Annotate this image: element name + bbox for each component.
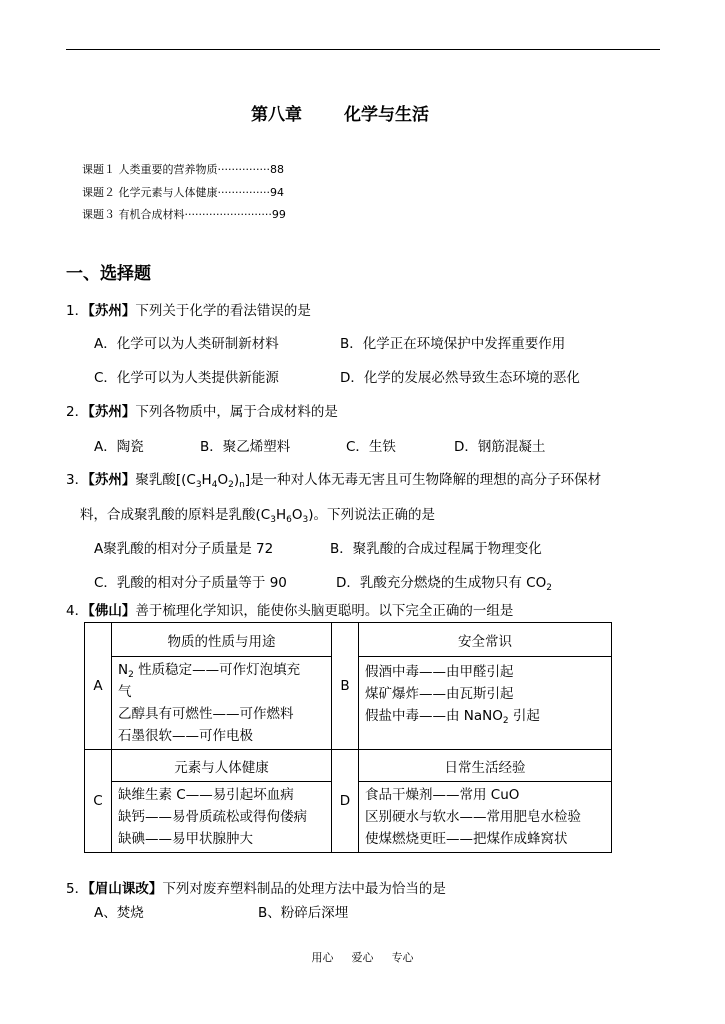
group-c-content: 缺维生素 C——易引起坏血病 缺钙——易骨质疏松或得佝偻病 缺碘——易甲状腺肿大 [112, 782, 332, 853]
chapter-name: 化学与生活 [344, 105, 429, 125]
group-d-heading: 日常生活经验 [359, 750, 612, 782]
group-a-letter: A [85, 623, 112, 750]
q2-option-b: B．聚乙烯塑料 [200, 439, 291, 455]
page-footer: 用心 爱心 专心 [311, 951, 414, 964]
question-3-stem-line2: 料，合成聚乳酸的原料是乳酸$(C_3H_6O_3)$。下列说法正确的是 [80, 507, 435, 525]
group-c-letter: C [85, 750, 112, 853]
q1-option-d: D．化学的发展必然导致生态环境的恶化 [340, 370, 580, 386]
q5-option-b: B、粉碎后深埋 [258, 905, 349, 921]
group-d-content: 食品干燥剂——常用 CuO 区别硬水与软水——常用肥皂水检验 使煤燃烧更旺——把煤作成蜂窝状 [359, 782, 612, 853]
q2-option-d: D．钢筋混凝土 [454, 439, 546, 455]
group-a-heading: 物质的性质与用途 [112, 623, 332, 657]
group-a-content: $N_2$ 性质稳定——可作灯泡填充 气 乙醇具有可燃性——可作燃料 石墨很软——可作电极 [112, 657, 332, 750]
toc-item: 课题２ 化学元素与人体健康···············94 [82, 186, 284, 199]
group-b-heading: 安全常识 [359, 623, 612, 657]
q3-option-c: C．乳酸的相对分子质量等于 90 [94, 575, 287, 591]
q3-option-b: B．聚乳酸的合成过程属于物理变化 [330, 541, 542, 557]
toc-item: 课题１ 人类重要的营养物质···············88 [82, 163, 284, 176]
toc-item: 课题３ 有机合成材料·························99 [82, 208, 286, 221]
header-rule [66, 49, 660, 50]
group-b-content: 假酒中毒——由甲醛引起 煤矿爆炸——由瓦斯引起 假盐中毒——由 NaNO$_2$ 引起 [359, 657, 612, 750]
q2-option-a: A．陶瓷 [94, 439, 144, 455]
question-4-stem: 4．【佛山】善于梳理化学知识，能使你头脑更聪明。以下完全正确的一组是 [66, 603, 514, 619]
chapter-title [0, 100, 680, 125]
question-5-stem: 5．【眉山课改】下列对废弃塑料制品的处理方法中最为恰当的是 [66, 881, 446, 897]
q3-option-a: A聚乳酸的相对分子质量是 72 [94, 541, 274, 557]
group-b-letter: B [332, 623, 359, 750]
question-1-stem: 1．【苏州】下列关于化学的看法错误的是 [66, 303, 311, 319]
q1-option-b: B．化学正在环境保护中发挥重要作用 [340, 336, 566, 352]
question-2-stem: 2．【苏州】下列各物质中，属于合成材料的是 [66, 404, 338, 420]
q5-option-a: A、焚烧 [94, 905, 144, 921]
group-c-heading: 元素与人体健康 [112, 750, 332, 782]
question-3-stem: 3．【苏州】聚乳酸$[(C_3H_4O_2)_n]$是一种对人体无毒无害且可生物降解的理想的高分子环保材 [66, 472, 602, 490]
q3-option-d: D．乳酸充分燃烧的生成物只有 $CO_2$ [336, 575, 552, 593]
group-d-letter: D [332, 750, 359, 853]
q1-option-a: A．化学可以为人类研制新材料 [94, 336, 279, 352]
chapter-number: 第八章 [251, 105, 302, 125]
q2-option-c: C．生铁 [346, 439, 396, 455]
knowledge-table [84, 622, 612, 853]
section-title: 一、选择题 [66, 264, 151, 284]
q1-option-c: C．化学可以为人类提供新能源 [94, 370, 279, 386]
